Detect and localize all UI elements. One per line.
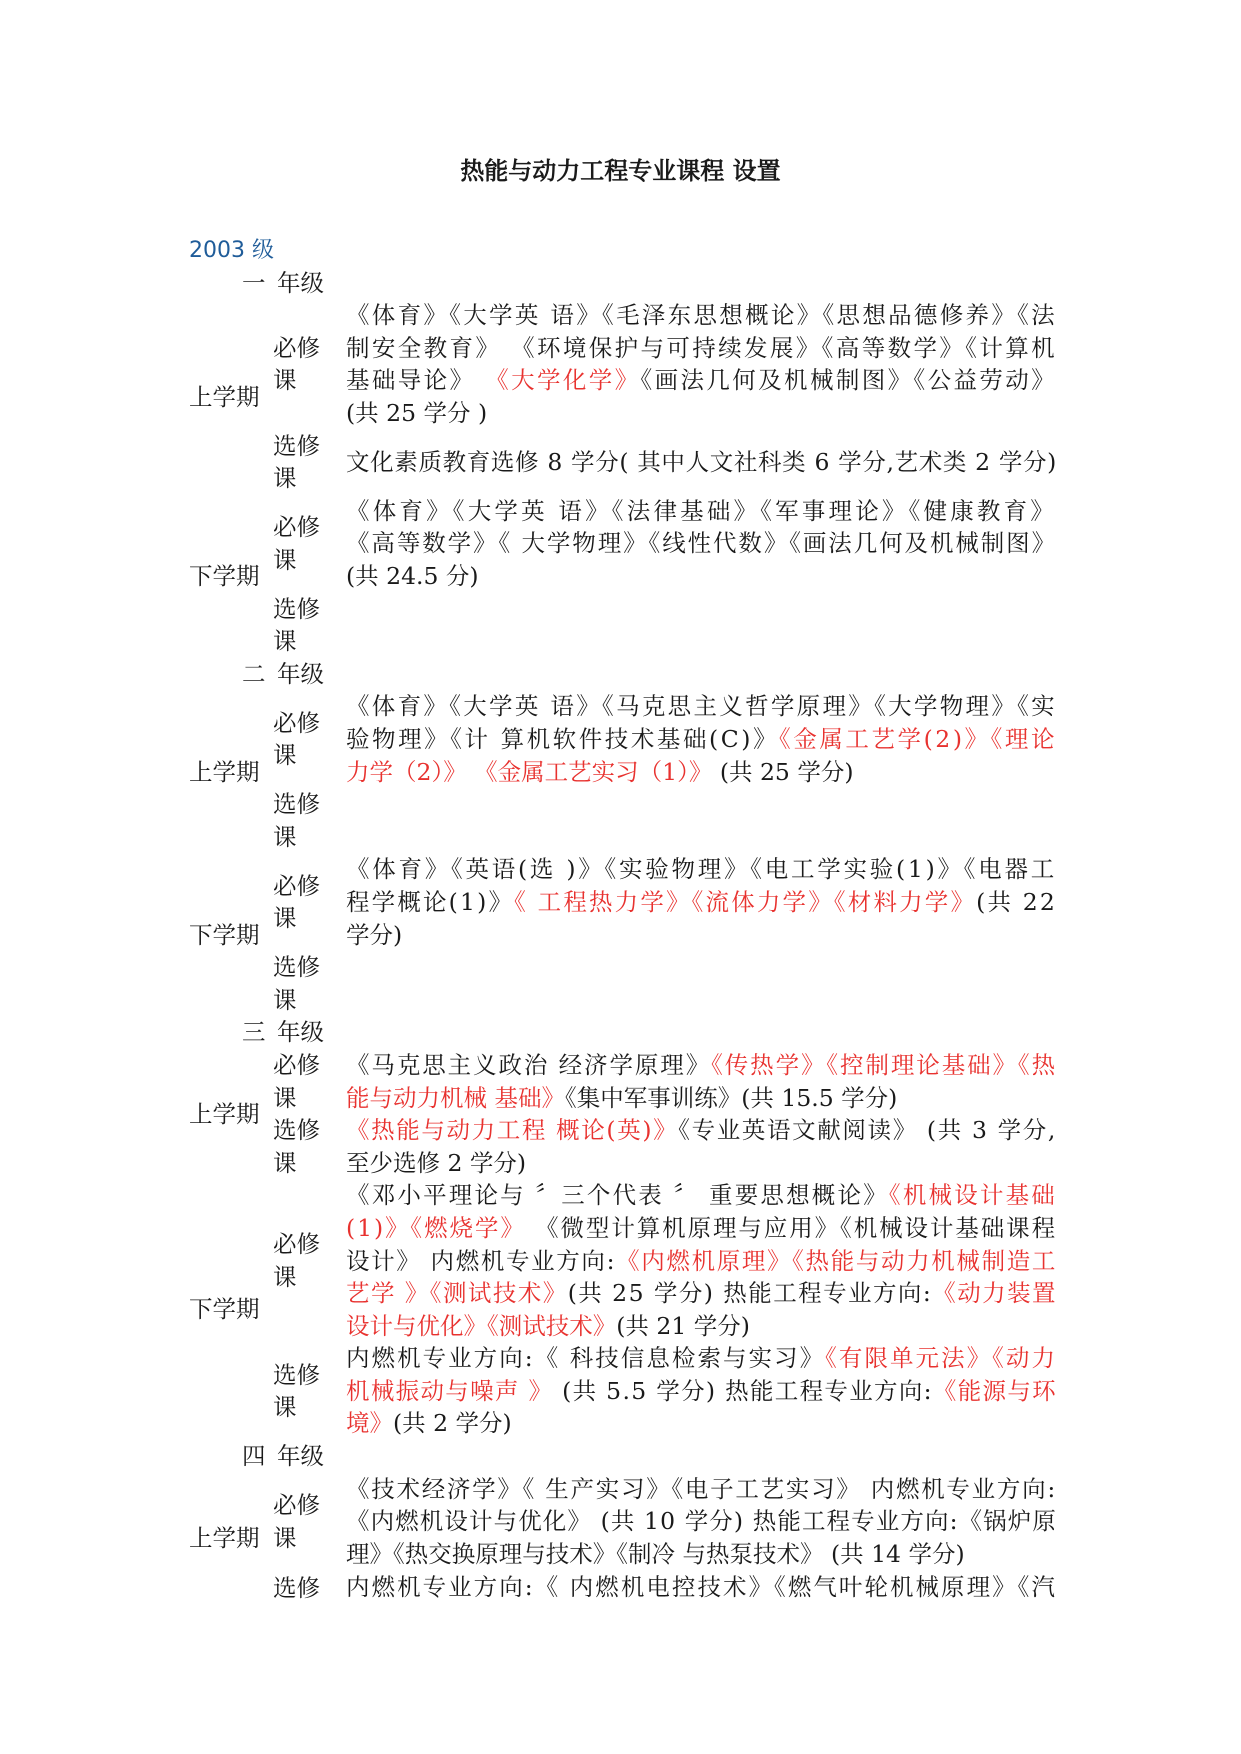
- course-text: 验物理》《计 算机软件技术基础(C)》: [346, 725, 780, 753]
- course-text: 《体育》《英语(选 )》《实验物理》《电工学实验(1)》《电器工: [346, 855, 1057, 884]
- course-list: [346, 299, 1057, 429]
- course-text: (共 25 学分) 热能工程专业方向:: [567, 1279, 933, 1308]
- course-list-line: [346, 299, 1057, 332]
- course-list: [346, 593, 1057, 658]
- course-list: [346, 1179, 1057, 1342]
- course-list-line: [346, 1082, 1057, 1115]
- semester-label: 上学期: [189, 382, 260, 411]
- course-list: [346, 1570, 1057, 1604]
- course-type-cell: [273, 1049, 346, 1114]
- core-course-text: 《有限单元法》《动力: [825, 1344, 1058, 1373]
- course-list-line: [346, 1342, 1057, 1375]
- course-list: [346, 1473, 1057, 1571]
- course-list: [346, 951, 1057, 1016]
- course-text: 《体育》《大学英 语》《法律基础》《军事理论》《健康教育》: [346, 496, 1057, 525]
- course-block-row: [189, 299, 1057, 429]
- course-list-line: [346, 332, 1057, 365]
- course-text: 《体育》《大学英 语》《毛泽东思想概论》《思想品德修养》《法: [346, 301, 1057, 330]
- course-text: 基础导论》: [346, 366, 486, 395]
- course-block-row: [189, 593, 1057, 658]
- course-text: 文化素质教育选修 8 学分( 其中人文社科类 6 学分,艺术类 2 学分): [346, 447, 1057, 476]
- course-list-line: [346, 1473, 1057, 1506]
- core-course-text: 力学（2）》 《金属工艺实习（1）》: [346, 757, 713, 786]
- course-list-line: [346, 1310, 1057, 1343]
- course-type-label: 选修: [273, 1573, 320, 1602]
- course-list-line: [346, 756, 1057, 789]
- core-course-text: 《 工程热力学》《流体力学》《材料力学》: [514, 887, 977, 916]
- course-type-label: 选修课: [273, 953, 320, 1014]
- grade-heading: 四 年级: [242, 1442, 324, 1471]
- semester-label: 上学期: [189, 757, 260, 786]
- course-type-cell: [273, 593, 346, 658]
- course-type-label: 选修课: [273, 1360, 320, 1422]
- course-type-label: 必修课: [273, 1490, 320, 1552]
- course-type-cell: [273, 1179, 346, 1342]
- course-block-row: [189, 951, 1057, 1016]
- course-list-line: [346, 723, 1057, 756]
- course-text: 《技术经济学》《 生产实习》《电子工艺实习》 内燃机专业方向:: [346, 1474, 1057, 1503]
- course-type-label: 必修课: [273, 513, 320, 574]
- course-text: 《体育》《大学英 语》《马克思主义哲学原理》《大学物理》《实: [346, 692, 1057, 721]
- course-block-row: [189, 1179, 1057, 1342]
- course-list-line: [346, 1212, 1057, 1245]
- course-list-line: [346, 1407, 1057, 1440]
- course-type-label: 必修课: [273, 333, 320, 395]
- course-type-label: 选修课: [273, 1116, 320, 1177]
- course-block-row: [189, 1473, 1057, 1571]
- grade-row: [189, 1440, 1057, 1473]
- core-course-text: 《传热学》《控制理论基础》《热: [711, 1050, 1057, 1079]
- course-text: 《专业英语文献阅读》 (共 3 学分,: [678, 1116, 1057, 1145]
- core-course-text: 境》: [346, 1409, 393, 1438]
- course-type-cell: [273, 951, 346, 1016]
- course-list: [346, 1049, 1057, 1114]
- course-list: [346, 853, 1057, 951]
- grade-heading: 二 年级: [242, 659, 324, 688]
- core-course-text: 能与动力机械 基础》: [346, 1083, 565, 1112]
- course-list-line: [346, 1179, 1057, 1212]
- course-list-line: [346, 1571, 1057, 1604]
- course-list-line: [346, 1049, 1057, 1082]
- course-list: [346, 1114, 1057, 1179]
- page-title: 热能与动力工程专业课程 设置: [460, 157, 781, 185]
- course-list-line: [346, 886, 1057, 919]
- course-type-cell: [273, 788, 346, 853]
- course-list-line: [346, 853, 1057, 886]
- course-text: (共 22: [976, 887, 1057, 916]
- cohort-heading: 2003 级: [189, 238, 274, 263]
- course-list-line: [346, 397, 1057, 430]
- course-text: 内燃机专业方向:《 内燃机电控技术》《燃气叶轮机械原理》《汽: [346, 1573, 1057, 1602]
- core-course-text: 《大学化学》: [485, 366, 641, 395]
- course-text: 设计》 内燃机专业方向:: [346, 1246, 617, 1275]
- course-text: 《画法几何及机械制图》《公益劳动》: [640, 366, 1057, 395]
- core-course-text: 《内燃机原理》《热能与动力机械制造工: [616, 1246, 1058, 1275]
- course-text: 《内燃机设计与优化》 (共 10 学分) 热能工程专业方向:《锅炉原: [346, 1507, 1057, 1536]
- course-list: [346, 495, 1057, 593]
- course-block-row: [189, 1342, 1057, 1440]
- course-type-label: 必修课: [273, 1230, 320, 1291]
- course-type-label: 选修课: [273, 790, 320, 851]
- course-list: [346, 1342, 1057, 1440]
- course-schedule-table: [189, 267, 1057, 1605]
- course-list-line: [346, 919, 1057, 952]
- course-text: (共 25 学分): [712, 757, 854, 786]
- course-text: 《邓小平理论与 〞三个代表 〞 重要思想概论》: [346, 1181, 889, 1210]
- course-type-cell: [273, 495, 346, 593]
- course-type-cell: [273, 299, 346, 429]
- semester-label: 下学期: [189, 1295, 260, 1324]
- semester-label: 上学期: [189, 1524, 260, 1553]
- course-list-line: [346, 690, 1057, 723]
- course-text: 程学概论(1)》: [346, 887, 515, 916]
- course-text: 《马克思主义政治 经济学原理》: [346, 1050, 712, 1079]
- course-block-row: [189, 1049, 1057, 1114]
- course-text: (共 21 学分): [616, 1311, 750, 1340]
- course-type-label: 选修课: [273, 431, 320, 493]
- course-type-cell: [273, 1570, 346, 1604]
- core-course-text: (1)》《燃烧学》: [346, 1213, 526, 1242]
- course-list-line: [346, 1114, 1057, 1147]
- course-list: [346, 430, 1057, 495]
- course-text: (共 25 学分 ): [346, 399, 488, 428]
- semester-label: 下学期: [189, 562, 260, 591]
- course-type-label: 必修课: [273, 871, 320, 933]
- course-text: 学分): [346, 920, 403, 949]
- course-text: 《微型计算机原理与应用》《机械设计基础课程: [525, 1213, 1057, 1242]
- course-block-row: [189, 1114, 1057, 1179]
- course-block-row: [189, 495, 1057, 593]
- grade-row: [189, 1016, 1057, 1049]
- course-list-line: [346, 495, 1057, 528]
- core-course-text: 艺学 》《测试技术》: [346, 1279, 568, 1308]
- course-list-line: [346, 1538, 1057, 1571]
- course-type-cell: [273, 853, 346, 951]
- semester-label: 上学期: [189, 1099, 260, 1128]
- core-course-text: 设计与优化》《测试技术》: [346, 1311, 617, 1340]
- course-block-row: [189, 430, 1057, 495]
- course-block-row: [189, 690, 1057, 788]
- core-course-text: 《动力装置: [932, 1279, 1057, 1308]
- course-list-line: [346, 1147, 1057, 1180]
- core-course-text: 《金属工艺学(2)》《理论: [779, 725, 1057, 753]
- grade-row: [189, 267, 1057, 300]
- course-text: (共 5.5 学分) 热能工程专业方向:: [553, 1376, 933, 1405]
- course-text: (共 2 学分): [393, 1409, 512, 1438]
- course-type-label: 选修课: [273, 594, 320, 656]
- course-text: 《集中军事训练》(共 15.5 学分): [564, 1083, 898, 1112]
- course-type-cell: [273, 690, 346, 788]
- course-list-line: [346, 1505, 1057, 1538]
- core-course-text: 机械振动与噪声 》: [346, 1376, 554, 1405]
- course-list-line: [346, 446, 1057, 479]
- course-block-row: [189, 853, 1057, 951]
- course-list: [346, 788, 1057, 853]
- course-type-cell: [273, 430, 346, 495]
- semester-label: 下学期: [189, 920, 260, 949]
- course-list-line: [346, 1277, 1057, 1310]
- course-text: 内燃机专业方向:《 科技信息检索与实习》: [346, 1344, 826, 1373]
- core-course-text: 《机械设计基础: [888, 1181, 1058, 1210]
- course-text: (共 24.5 分): [346, 562, 479, 591]
- course-type-cell: [273, 1114, 346, 1179]
- course-type-cell: [273, 1342, 346, 1440]
- course-text: 《高等数学》《 大学物理》《线性代数》《画法几何及机械制图》: [346, 529, 1057, 558]
- course-text: 制安全教育》 《环境保护与可持续发展》《高等数学》《计算机: [346, 333, 1057, 362]
- course-block-row: [189, 1570, 1057, 1604]
- course-type-label: 必修课: [273, 1050, 320, 1112]
- course-list-line: [346, 1375, 1057, 1408]
- course-text: 理》《热交换原理与技术》《制冷 与热泵技术》 (共 14 学分): [346, 1539, 965, 1568]
- course-list-line: [346, 527, 1057, 560]
- course-list-line: [346, 560, 1057, 593]
- grade-heading: 三 年级: [242, 1018, 324, 1047]
- course-schedule-body: [189, 267, 1057, 1605]
- course-block-row: [189, 788, 1057, 853]
- course-type-label: 必修课: [273, 708, 320, 770]
- grade-heading: 一 年级: [242, 268, 324, 297]
- course-type-cell: [273, 1473, 346, 1571]
- grade-row: [189, 658, 1057, 691]
- course-list-line: [346, 364, 1057, 397]
- core-course-text: 《能源与环: [932, 1376, 1057, 1405]
- course-text: 至少选修 2 学分): [346, 1148, 527, 1177]
- course-list: [346, 690, 1057, 788]
- course-list-line: [346, 1245, 1057, 1278]
- core-course-text: 《热能与动力工程 概论(英)》: [346, 1116, 679, 1145]
